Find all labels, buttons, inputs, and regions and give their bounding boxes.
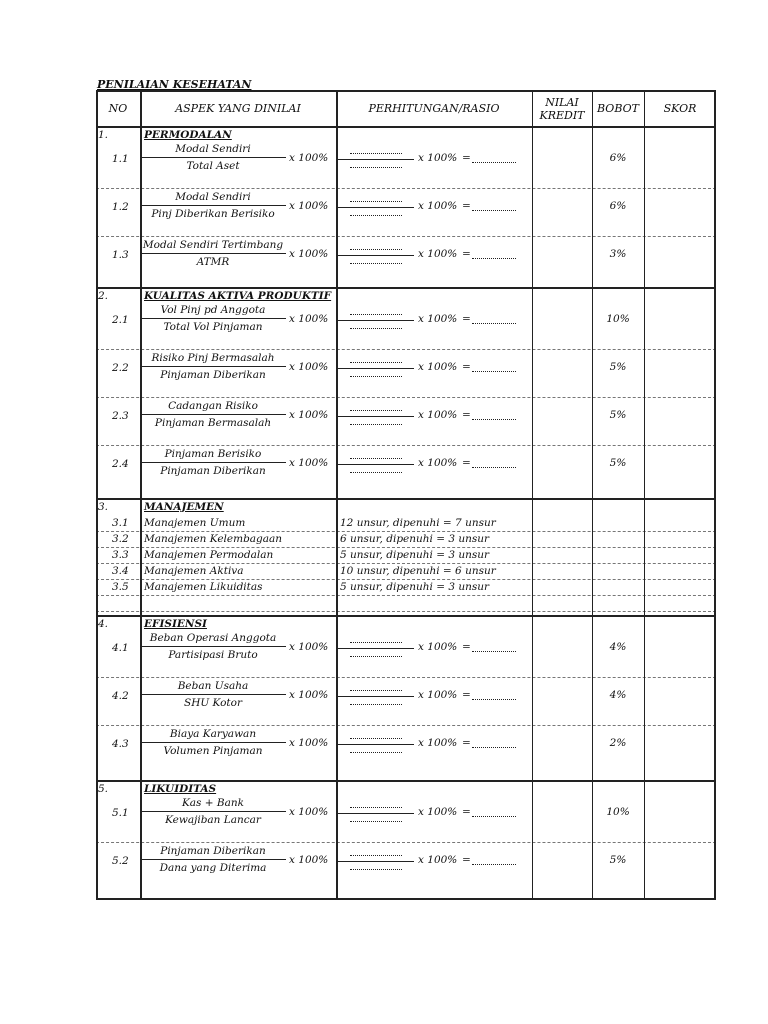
item-number: 3.5 xyxy=(112,581,129,593)
calc-dotted-blank xyxy=(350,738,402,739)
calc-result-blank xyxy=(472,467,516,468)
bobot-value: 10% xyxy=(606,313,630,325)
bobot-value: 10% xyxy=(606,806,630,818)
item-number: 2.2 xyxy=(112,362,129,374)
calc-dotted-blank xyxy=(350,376,402,377)
calc-result-blank xyxy=(472,210,516,211)
times-100-label: x 100% xyxy=(289,457,329,469)
row-divider xyxy=(96,615,716,617)
row-divider xyxy=(96,842,716,843)
calc-fraction-bar xyxy=(338,648,414,649)
management-item-label: Manajemen Kelembagaan xyxy=(144,533,283,545)
ratio-fraction xyxy=(140,844,286,875)
ratio-denominator: Pinjaman Diberikan xyxy=(160,369,266,381)
fraction-bar xyxy=(140,253,286,254)
column-divider xyxy=(336,90,338,898)
calc-times-100: x 100% xyxy=(418,361,458,373)
calc-times-100: x 100% xyxy=(418,457,458,469)
row-divider xyxy=(96,780,716,782)
calc-dotted-blank xyxy=(350,656,402,657)
calc-dotted-blank xyxy=(350,869,402,870)
fraction-bar xyxy=(140,646,286,647)
calc-result-blank xyxy=(472,699,516,700)
calc-dotted-blank xyxy=(350,314,402,315)
section-number: 2. xyxy=(98,290,109,302)
calc-times-100: x 100% xyxy=(418,200,458,212)
fraction-bar xyxy=(140,366,286,367)
ratio-fraction xyxy=(140,399,286,430)
item-number: 4.2 xyxy=(112,690,129,702)
calc-fraction-bar xyxy=(338,464,414,465)
fraction-bar xyxy=(140,811,286,812)
calc-times-100: x 100% xyxy=(418,806,458,818)
ratio-fraction xyxy=(140,447,286,478)
item-number: 1.3 xyxy=(112,249,129,261)
column-divider xyxy=(714,90,716,898)
header-nilai-kredit xyxy=(532,96,592,122)
calc-fraction-bar xyxy=(338,416,414,417)
section-number: 3. xyxy=(98,501,109,513)
header-perhitungan: PERHITUNGAN/RASIO xyxy=(368,102,500,115)
calc-dotted-blank xyxy=(350,249,402,250)
ratio-fraction xyxy=(140,796,286,827)
header-kredit: KREDIT xyxy=(539,109,585,122)
ratio-denominator: Pinjaman Bermasalah xyxy=(154,417,272,429)
calc-fraction-bar xyxy=(338,320,414,321)
fraction-bar xyxy=(140,157,286,158)
calc-equals: = xyxy=(462,200,471,212)
management-item-calc: 12 unsur, dipenuhi = 7 unsur xyxy=(340,517,496,529)
management-item-label: Manajemen Aktiva xyxy=(144,565,244,577)
ratio-numerator: Modal Sendiri Tertimbang xyxy=(142,239,284,251)
calc-dotted-blank xyxy=(350,855,402,856)
row-divider xyxy=(96,188,716,189)
row-divider xyxy=(96,397,716,398)
ratio-numerator: Pinjaman Diberikan xyxy=(160,845,266,857)
header-aspek: ASPEK YANG DINILAI xyxy=(175,102,301,115)
ratio-numerator: Modal Sendiri xyxy=(175,143,251,155)
management-item-label: Manajemen Likuiditas xyxy=(144,581,263,593)
ratio-numerator: Cadangan Risiko xyxy=(168,400,258,412)
times-100-label: x 100% xyxy=(289,641,329,653)
calc-dotted-blank xyxy=(350,752,402,753)
bobot-value: 2% xyxy=(609,737,627,749)
calc-equals: = xyxy=(462,641,471,653)
calc-dotted-blank xyxy=(350,362,402,363)
item-number: 3.4 xyxy=(112,565,129,577)
item-number: 1.1 xyxy=(112,153,129,165)
row-divider xyxy=(96,126,716,128)
ratio-numerator: Beban Usaha xyxy=(177,680,249,692)
bobot-value: 5% xyxy=(609,457,627,469)
calc-dotted-blank xyxy=(350,807,402,808)
calc-times-100: x 100% xyxy=(418,409,458,421)
column-divider xyxy=(96,90,98,898)
calc-equals: = xyxy=(462,361,471,373)
section-title: PERMODALAN xyxy=(144,129,232,141)
ratio-numerator: Modal Sendiri xyxy=(175,191,251,203)
bobot-value: 4% xyxy=(609,689,627,701)
fraction-bar xyxy=(140,205,286,206)
ratio-fraction xyxy=(140,190,286,221)
ratio-fraction xyxy=(140,303,286,334)
item-number: 2.3 xyxy=(112,410,129,422)
calc-result-blank xyxy=(472,747,516,748)
ratio-denominator: Total Aset xyxy=(186,160,240,172)
bobot-value: 5% xyxy=(609,854,627,866)
ratio-fraction xyxy=(140,679,286,710)
ratio-denominator: Volumen Pinjaman xyxy=(163,745,263,757)
calc-dotted-blank xyxy=(350,263,402,264)
row-divider xyxy=(96,611,716,612)
calc-times-100: x 100% xyxy=(418,248,458,260)
calc-dotted-blank xyxy=(350,704,402,705)
ratio-denominator: Pinj Diberikan Berisiko xyxy=(151,208,275,220)
fraction-bar xyxy=(140,694,286,695)
times-100-label: x 100% xyxy=(289,806,329,818)
column-divider xyxy=(140,90,142,898)
ratio-fraction xyxy=(140,238,286,269)
row-divider xyxy=(96,579,716,580)
calc-result-blank xyxy=(472,651,516,652)
section-number: 5. xyxy=(98,783,109,795)
calc-result-blank xyxy=(472,419,516,420)
column-divider xyxy=(644,90,645,898)
calc-times-100: x 100% xyxy=(418,641,458,653)
calc-dotted-blank xyxy=(350,167,402,168)
section-title: EFISIENSI xyxy=(144,618,207,630)
header-nilai: NILAI xyxy=(545,96,579,109)
calc-times-100: x 100% xyxy=(418,689,458,701)
calc-result-blank xyxy=(472,371,516,372)
header-bobot: BOBOT xyxy=(597,102,639,115)
calc-equals: = xyxy=(462,152,471,164)
item-number: 2.1 xyxy=(112,314,129,326)
calc-fraction-bar xyxy=(338,861,414,862)
header-no: NO xyxy=(108,102,128,115)
times-100-label: x 100% xyxy=(289,361,329,373)
row-divider xyxy=(96,445,716,446)
times-100-label: x 100% xyxy=(289,200,329,212)
calc-dotted-blank xyxy=(350,153,402,154)
calc-result-blank xyxy=(472,258,516,259)
ratio-denominator: Pinjaman Diberikan xyxy=(160,465,266,477)
ratio-denominator: SHU Kotor xyxy=(184,697,242,709)
row-divider xyxy=(96,287,716,289)
item-number: 2.4 xyxy=(112,458,129,470)
document-title: PENILAIAN KESEHATAN xyxy=(97,78,252,91)
ratio-numerator: Kas + Bank xyxy=(181,797,245,809)
times-100-label: x 100% xyxy=(289,854,329,866)
times-100-label: x 100% xyxy=(289,313,329,325)
calc-dotted-blank xyxy=(350,410,402,411)
assessment-table xyxy=(96,90,716,898)
fraction-bar xyxy=(140,462,286,463)
row-divider xyxy=(96,236,716,237)
calc-fraction-bar xyxy=(338,696,414,697)
item-number: 1.2 xyxy=(112,201,129,213)
calc-equals: = xyxy=(462,248,471,260)
calc-dotted-blank xyxy=(350,215,402,216)
section-number: 4. xyxy=(98,618,109,630)
fraction-bar xyxy=(140,318,286,319)
ratio-numerator: Pinjaman Berisiko xyxy=(164,448,262,460)
row-divider xyxy=(96,725,716,726)
calc-result-blank xyxy=(472,816,516,817)
times-100-label: x 100% xyxy=(289,248,329,260)
ratio-numerator: Beban Operasi Anggota xyxy=(149,632,277,644)
calc-result-blank xyxy=(472,864,516,865)
ratio-denominator: ATMR xyxy=(196,256,230,268)
ratio-numerator: Vol Pinj pd Anggota xyxy=(160,304,266,316)
ratio-denominator: Total Vol Pinjaman xyxy=(163,321,263,333)
ratio-denominator: Kewajiban Lancar xyxy=(165,814,261,826)
times-100-label: x 100% xyxy=(289,737,329,749)
calc-equals: = xyxy=(462,409,471,421)
calc-dotted-blank xyxy=(350,201,402,202)
column-divider xyxy=(532,90,533,898)
bobot-value: 5% xyxy=(609,409,627,421)
section-number: 1. xyxy=(98,129,109,141)
item-number: 3.3 xyxy=(112,549,129,561)
item-number: 5.2 xyxy=(112,855,129,867)
times-100-label: x 100% xyxy=(289,152,329,164)
calc-fraction-bar xyxy=(338,368,414,369)
calc-equals: = xyxy=(462,806,471,818)
calc-dotted-blank xyxy=(350,690,402,691)
calc-fraction-bar xyxy=(338,744,414,745)
section-title: KUALITAS AKTIVA PRODUKTIF xyxy=(144,290,332,302)
bobot-value: 6% xyxy=(609,152,627,164)
times-100-label: x 100% xyxy=(289,409,329,421)
calc-times-100: x 100% xyxy=(418,152,458,164)
item-number: 4.1 xyxy=(112,642,129,654)
row-divider xyxy=(96,531,716,532)
item-number: 4.3 xyxy=(112,738,129,750)
calc-equals: = xyxy=(462,457,471,469)
calc-dotted-blank xyxy=(350,458,402,459)
calc-result-blank xyxy=(472,323,516,324)
ratio-denominator: Partisipasi Bruto xyxy=(168,649,258,661)
calc-equals: = xyxy=(462,689,471,701)
ratio-fraction xyxy=(140,727,286,758)
row-divider xyxy=(96,547,716,548)
bobot-value: 3% xyxy=(609,248,627,260)
calc-result-blank xyxy=(472,162,516,163)
calc-dotted-blank xyxy=(350,472,402,473)
calc-dotted-blank xyxy=(350,642,402,643)
management-item-calc: 5 unsur, dipenuhi = 3 unsur xyxy=(340,549,490,561)
fraction-bar xyxy=(140,414,286,415)
calc-times-100: x 100% xyxy=(418,313,458,325)
management-item-calc: 10 unsur, dipenuhi = 6 unsur xyxy=(340,565,496,577)
row-divider xyxy=(96,677,716,678)
row-divider xyxy=(96,898,716,900)
section-title: LIKUIDITAS xyxy=(144,783,217,795)
row-divider xyxy=(96,349,716,350)
section-title: MANAJEMEN xyxy=(144,501,224,513)
times-100-label: x 100% xyxy=(289,689,329,701)
management-item-calc: 5 unsur, dipenuhi = 3 unsur xyxy=(340,581,490,593)
row-divider xyxy=(96,498,716,500)
management-item-calc: 6 unsur, dipenuhi = 3 unsur xyxy=(340,533,490,545)
calc-fraction-bar xyxy=(338,159,414,160)
row-divider xyxy=(96,563,716,564)
ratio-fraction xyxy=(140,351,286,382)
calc-dotted-blank xyxy=(350,424,402,425)
item-number: 3.1 xyxy=(112,517,129,529)
ratio-fraction xyxy=(140,142,286,173)
item-number: 3.2 xyxy=(112,533,129,545)
calc-times-100: x 100% xyxy=(418,854,458,866)
calc-equals: = xyxy=(462,854,471,866)
calc-dotted-blank xyxy=(350,328,402,329)
calc-fraction-bar xyxy=(338,207,414,208)
ratio-denominator: Dana yang Diterima xyxy=(159,862,267,874)
fraction-bar xyxy=(140,742,286,743)
bobot-value: 4% xyxy=(609,641,627,653)
calc-fraction-bar xyxy=(338,255,414,256)
column-divider xyxy=(592,90,593,898)
ratio-fraction xyxy=(140,631,286,662)
fraction-bar xyxy=(140,859,286,860)
header-skor: SKOR xyxy=(663,102,697,115)
calc-times-100: x 100% xyxy=(418,737,458,749)
calc-dotted-blank xyxy=(350,821,402,822)
bobot-value: 5% xyxy=(609,361,627,373)
calc-equals: = xyxy=(462,313,471,325)
ratio-numerator: Risiko Pinj Bermasalah xyxy=(151,352,275,364)
row-divider xyxy=(96,90,716,92)
ratio-numerator: Biaya Karyawan xyxy=(169,728,257,740)
management-item-label: Manajemen Umum xyxy=(144,517,246,529)
bobot-value: 6% xyxy=(609,200,627,212)
row-divider xyxy=(96,595,716,596)
calc-fraction-bar xyxy=(338,813,414,814)
calc-equals: = xyxy=(462,737,471,749)
management-item-label: Manajemen Permodalan xyxy=(144,549,274,561)
item-number: 5.1 xyxy=(112,807,129,819)
